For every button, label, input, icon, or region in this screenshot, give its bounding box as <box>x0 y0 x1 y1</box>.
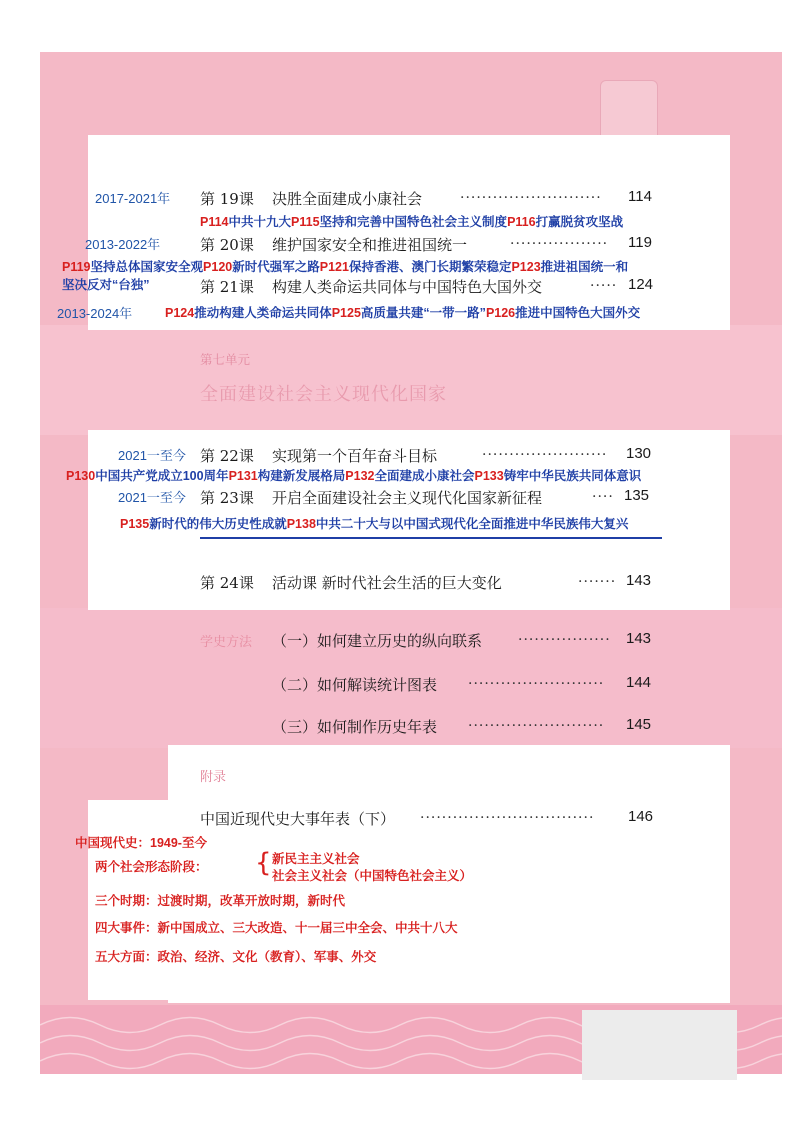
page-number: 119 <box>628 234 652 251</box>
events-note: 四大事件：新中国成立、三大改造、十一届三中全会、中共十八大 <box>95 921 458 935</box>
method-title: （二）如何解读统计图表 <box>272 676 438 694</box>
lesson-number: 第 19课 <box>200 190 254 208</box>
leader-dots: ······················· <box>482 447 608 463</box>
leader-dots: ······· <box>578 574 617 590</box>
page-number: 135 <box>624 487 650 504</box>
page-number: 114 <box>628 188 652 205</box>
lesson-notes: P124推动构建人类命运共同体P125高质量共建“一带一路”P126推进中国特色大国外交 <box>165 306 641 320</box>
lesson-number: 第 23课 <box>200 489 254 507</box>
lesson-number: 第 20课 <box>200 236 254 254</box>
leader-dots: ·················· <box>510 236 609 252</box>
lesson-notes-line2: 坚决反对“台独” <box>62 278 150 292</box>
lesson-notes: P114中共十九大P115坚持和完善中国特色社会主义制度P116打赢脱贫攻坚战 <box>200 215 624 229</box>
stages-label: 两个社会形态阶段： <box>95 860 208 874</box>
appendix-title: 中国近现代史大事年表（下） <box>200 810 396 828</box>
year-range: 2021一至今 <box>118 448 186 463</box>
lesson-notes: P135新时代的伟大历史性成就P138中共二十大与以中国式现代化全面推进中华民族伟大复兴 <box>120 517 629 531</box>
leader-dots: ················· <box>518 632 611 648</box>
lesson-number: 第 21课 <box>200 278 254 296</box>
lesson-title: 实现第一个百年奋斗目标 <box>272 447 438 465</box>
lesson-title: 活动课 新时代社会生活的巨大变化 <box>272 574 502 592</box>
page-number: 124 <box>628 276 654 293</box>
brace-icon: { <box>255 848 272 878</box>
page-number: 146 <box>628 808 654 825</box>
year-range: 2017-2021年 <box>95 191 171 206</box>
leader-dots: ····· <box>590 278 618 294</box>
lesson-title: 维护国家安全和推进祖国统一 <box>272 236 468 254</box>
lesson-notes: P130中国共产党成立100周年P131构建新发展格局P132全面建成小康社会P133铸牢中华民族共同体意识 <box>66 469 642 483</box>
modern-history-note: 中国现代史：1949-至今 <box>75 836 207 850</box>
leader-dots: ························· <box>468 676 605 692</box>
content-card-top <box>88 135 730 330</box>
leader-dots: ···· <box>592 489 614 505</box>
periods-note: 三个时期：过渡时期，改革开放时期，新时代 <box>95 894 346 908</box>
lesson-title: 构建人类命运共同体与中国特色大国外交 <box>272 278 543 296</box>
lesson-notes: P119坚持总体国家安全观P120新时代强军之路P121保持香港、澳门长期繁荣稳定P123推进祖国统一和 <box>62 260 629 274</box>
leader-dots: ································ <box>420 810 595 826</box>
lesson-number: 第 24课 <box>200 574 254 592</box>
method-title: （三）如何制作历史年表 <box>272 718 438 736</box>
page-number: 143 <box>626 572 652 589</box>
lesson-title: 开启全面建设社会主义现代化国家新征程 <box>272 489 543 507</box>
leader-dots: ·························· <box>460 190 602 206</box>
appendix-label: 附录 <box>200 770 227 785</box>
unit-label: 第七单元 <box>200 352 251 367</box>
page-number: 143 <box>626 630 652 647</box>
stage-1: 新民主主义社会 <box>272 852 360 866</box>
year-range: 2013-2022年 <box>85 237 161 252</box>
stage-2: 社会主义社会（中国特色社会主义） <box>272 869 473 883</box>
blue-underline <box>200 537 662 539</box>
page-number: 144 <box>626 674 652 691</box>
lesson-number: 第 22课 <box>200 447 254 465</box>
year-range: 2013-2024年 <box>57 306 133 321</box>
unit-name: 全面建设社会主义现代化国家 <box>200 384 447 405</box>
method-title: （一）如何建立历史的纵向联系 <box>272 632 483 650</box>
aspects-note: 五大方面：政治、经济、文化（教育）、军事、外交 <box>95 950 377 964</box>
page-number: 145 <box>626 716 652 733</box>
year-range: 2021一至今 <box>118 490 186 505</box>
methods-label: 学史方法 <box>200 635 253 650</box>
lesson-title: 决胜全面建成小康社会 <box>272 190 423 208</box>
gray-block <box>582 1010 737 1080</box>
page-number: 130 <box>626 445 652 462</box>
leader-dots: ························· <box>468 718 605 734</box>
